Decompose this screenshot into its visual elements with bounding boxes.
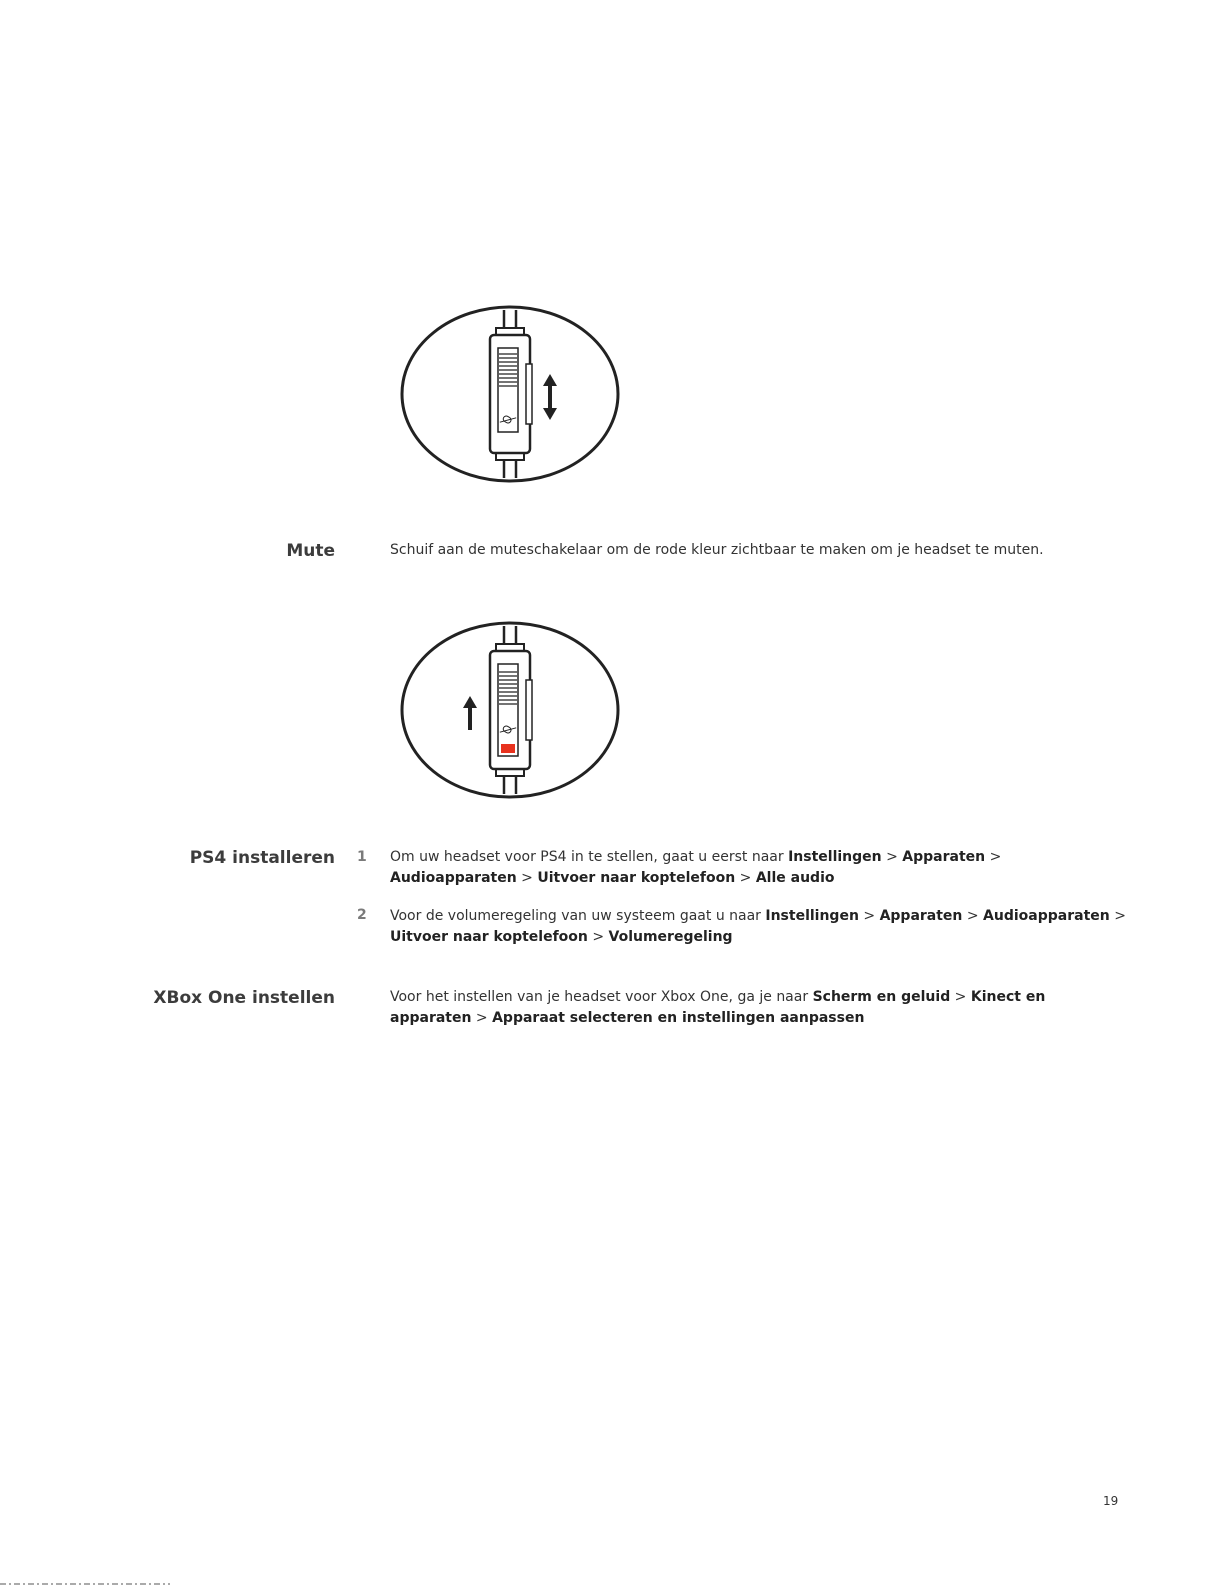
menu-path-item: Apparaten <box>902 849 986 865</box>
menu-path-item: Apparaat selecteren en instellingen aanpassen <box>492 1010 865 1026</box>
menu-path-item: Uitvoer naar koptelefoon <box>537 870 736 886</box>
ps4-heading: PS4 installeren <box>189 848 335 868</box>
ps4-step-2-number: 2 <box>357 907 367 923</box>
menu-path-item: Uitvoer naar koptelefoon <box>390 929 588 945</box>
xbox-heading: XBox One instellen <box>153 988 335 1008</box>
mute-description: Schuif aan de muteschakelaar om de rode kleur zichtbaar te maken om je headset te muten. <box>390 542 1044 558</box>
page-number: 19 <box>1103 1494 1119 1508</box>
menu-path-item: Instellingen <box>765 908 859 924</box>
menu-path-item: Audioapparaten <box>390 870 517 886</box>
mute-red-indicator <box>501 744 515 753</box>
menu-path-item: Volumeregeling <box>608 929 733 945</box>
ps4-step-1-text: Om uw headset voor PS4 in te stellen, gaat u eerst naar Instellingen > Apparaten > Audioapparaten > Uitvoer naar koptelefoon > Alle audio <box>390 849 1002 886</box>
menu-path-item: Scherm en geluid <box>812 989 951 1005</box>
menu-path-item: Alle audio <box>755 870 835 886</box>
menu-path-item: Kinect en apparaten <box>390 989 1046 1026</box>
volume-control-illustration <box>398 302 622 486</box>
ps4-step-1-number: 1 <box>357 849 367 865</box>
xbox-text: Voor het instellen van je headset voor Xbox One, ga je naar Scherm en geluid > Kinect en apparaten > Apparaat selecteren en instellingen aanpassen <box>390 989 1046 1026</box>
ps4-step-2-text: Voor de volumeregeling van uw systeem gaat u naar Instellingen > Apparaten > Audioapparaten > Uitvoer naar koptelefoon > Volumeregeling <box>390 908 1126 945</box>
mute-switch-illustration <box>398 618 622 802</box>
mute-heading: Mute <box>286 541 335 561</box>
menu-path-item: Apparaten <box>879 908 963 924</box>
menu-path-item: Instellingen <box>788 849 882 865</box>
menu-path-item: Audioapparaten <box>983 908 1110 924</box>
